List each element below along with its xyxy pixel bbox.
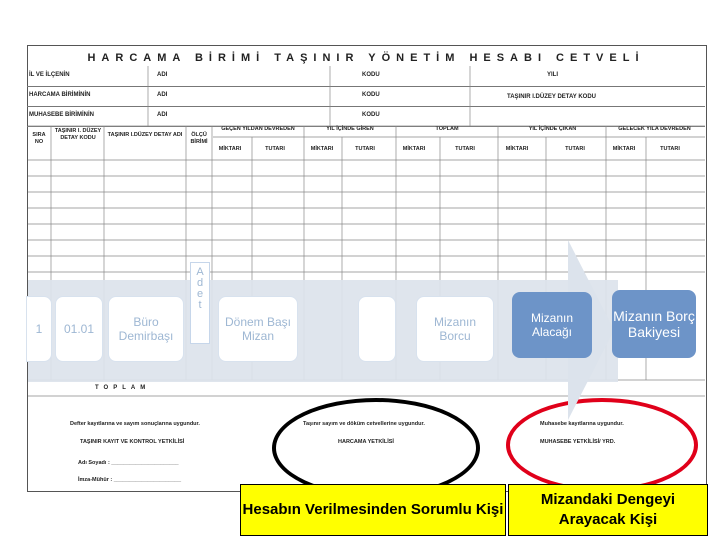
box-code xyxy=(55,296,103,362)
header-row-kodu: KODU xyxy=(362,92,380,98)
col-miktari: MİKTARI xyxy=(402,146,426,152)
highlight-ellipse-black xyxy=(272,398,480,498)
box-code-label: 01.01 xyxy=(63,322,95,336)
box-buro-label: Büro Demirbaşı xyxy=(118,315,174,343)
col-group-gecen: GEÇEN YILDAN DEVREDEN xyxy=(221,126,295,132)
box-borcu-label: Mizanın Borcu xyxy=(433,315,477,343)
box-donem-basi-mizan xyxy=(218,296,298,362)
col-tutari: TUTARI xyxy=(265,146,285,152)
col-olcu-birimi: ÖLÇÜ BİRİMİ xyxy=(190,132,208,145)
col-group-giren: YIL İÇİNDE GİREN xyxy=(326,126,374,132)
col-miktari: MİKTARI xyxy=(505,146,529,152)
header-row-right: YILI xyxy=(547,72,559,78)
box-mizanin-alacagi xyxy=(512,292,592,358)
box-donem-label: Dönem Başı Mizan xyxy=(224,315,292,343)
header-row-kodu: KODU xyxy=(362,72,380,78)
box-adet xyxy=(190,262,210,344)
box-borc-bakiyesi-label: Mizanın Borç Bakiyesi xyxy=(613,308,695,340)
header-row-adi: ADI xyxy=(157,72,168,78)
box-mizanin-borcu xyxy=(416,296,494,362)
footer-right-title: MUHASEBE YETKİLİSİ/ YRD. xyxy=(540,439,616,445)
col-tasinir-adi: TAŞINIR I.DÜZEY DETAY ADI xyxy=(107,132,183,138)
col-group-gelecek: GELECEK YILA DEVREDEN xyxy=(618,126,691,132)
header-row-adi: ADI xyxy=(157,92,168,98)
header-row-label: MUHASEBE BİRİMİNİN xyxy=(29,112,95,118)
col-group-toplam: TOPLAM xyxy=(435,126,459,132)
footer-left-title: TAŞINIR KAYIT VE KONTROL YETKİLİSİ xyxy=(80,439,185,445)
col-tasinir-kodu: TAŞINIR I. DÜZEY DETAY KODU xyxy=(54,128,102,141)
box-adet-label: Adet xyxy=(196,266,204,311)
col-tutari: TUTARI xyxy=(660,146,680,152)
footer-imza-muhur: İmza-Mühür : ______________________ xyxy=(78,477,182,483)
header-row-kodu: KODU xyxy=(362,112,380,118)
box-blank xyxy=(358,296,396,362)
box-buro-demirbasi xyxy=(108,296,184,362)
toplam-label: TOPLAM xyxy=(95,385,151,391)
header-row-right: TAŞINIR I.DÜZEY DETAY KODU xyxy=(507,94,597,100)
caption-right xyxy=(508,484,708,536)
col-sira-no: SIRA NO xyxy=(32,132,46,145)
box-alacagi-label: Mizanın Alacağı xyxy=(530,311,574,339)
footer-middle-note: Taşınır sayım ve döküm cetvellerine uygundur. xyxy=(303,421,425,427)
box-row-number xyxy=(26,296,52,362)
footer-right-note: Muhasebe kayıtlarına uygundur. xyxy=(540,421,624,427)
col-miktari: MİKTARI xyxy=(218,146,242,152)
col-tutari: TUTARI xyxy=(355,146,375,152)
caption-right-text: Mizandaki Dengeyi Arayacak Kişi xyxy=(540,491,676,528)
header-row-label: HARCAMA BİRİMİNİN xyxy=(29,92,91,98)
form-title: HARCAMA BİRİMİ TAŞINIR YÖNETİM HESABI CETVELİ xyxy=(87,52,645,64)
footer-left-note: Defter kayıtlarına ve sayım sonuçlarına uygundur. xyxy=(70,421,200,427)
box-row-number-label: 1 xyxy=(35,322,43,336)
col-group-cikan: YIL İÇİNDE ÇIKAN xyxy=(528,126,577,132)
caption-left xyxy=(240,484,506,536)
col-miktari: MİKTARI xyxy=(612,146,636,152)
header-row-adi: ADI xyxy=(157,112,168,118)
col-miktari: MİKTARI xyxy=(310,146,334,152)
box-mizanin-borc-bakiyesi xyxy=(612,290,696,358)
col-tutari: TUTARI xyxy=(455,146,475,152)
header-row-label: İL VE İLÇENİN xyxy=(29,72,70,78)
col-tutari: TUTARI xyxy=(565,146,585,152)
caption-left-text: Hesabın Verilmesinden Sorumlu Kişi xyxy=(242,501,504,518)
footer-adi-soyadi: Adı Soyadı : ______________________ xyxy=(78,460,179,466)
footer-middle-title: HARCAMA YETKİLİSİ xyxy=(338,439,394,445)
